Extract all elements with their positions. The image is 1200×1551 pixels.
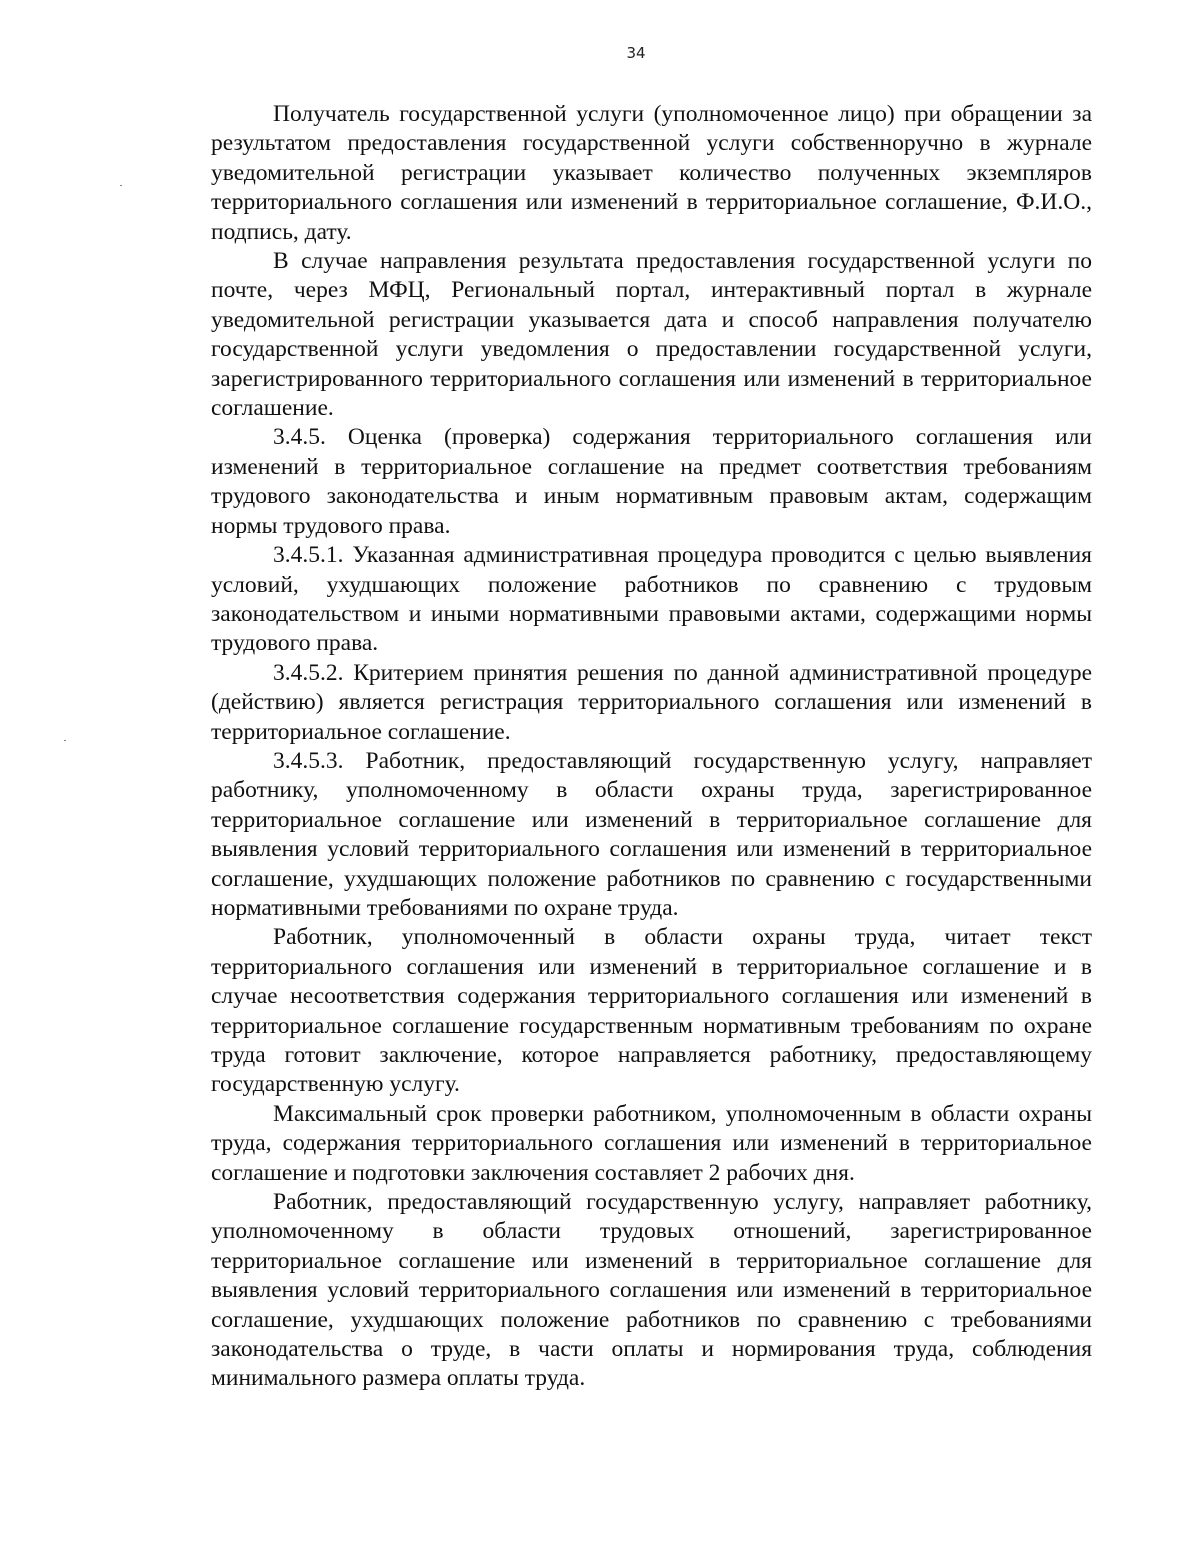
paragraph: 3.4.5. Оценка (проверка) содержания территориального соглашения или изменений в территориальное соглашение на предмет соответствия требованиям трудового законодательства и иным нормативным правовым актам, содержащим нормы трудового права.	[211, 424, 1092, 539]
paragraph: 3.4.5.1. Указанная административная процедура проводится с целью выявления условий, ухудшающих положение работников по сравнению с трудовым законодательством и иными нормативными правовыми актами, содержащими нормы трудового права.	[211, 542, 1092, 657]
paragraph: В случае направления результата предоставления государственной услуги по почте, через МФЦ, Региональный портал, интерактивный портал в журнале уведомительной регистрации указывается дата и способ направления получателю государственной услуги уведомления о предоставлении государственной услуги, зарегистрированного территориального соглашения или изменений в территориальное соглашение.	[211, 248, 1092, 422]
paragraph: Работник, уполномоченный в области охраны труда, читает текст территориального соглашения или изменений в территориальное соглашение и в случае несоответствия содержания территориального соглашения или изменений в территориальное соглашение государственным нормативным требованиям по охране труда готовит заключение, которое направляется работнику, предоставляющему государственную услугу.	[211, 924, 1092, 1098]
paragraph: Работник, предоставляющий государственную услугу, направляет работнику, уполномоченному в области трудовых отношений, зарегистрированное территориальное соглашение или изменений в территориальное соглашение для выявления условий территориального соглашения или изменений в территориальное соглашение, ухудшающих положение работников по сравнению с требованиями законодательства о труде, в части оплаты и нормирования труда, соблюдения минимального размера оплаты труда.	[211, 1189, 1092, 1392]
scan-speck	[120, 185, 122, 186]
paragraph: 3.4.5.3. Работник, предоставляющий государственную услугу, направляет работнику, уполномоченному в области охраны труда, зарегистрированное территориальное соглашение или изменений в территориальное соглашение для выявления условий территориального соглашения или изменений в территориальное соглашение, ухудшающих положение работников по сравнению с государственными нормативными требованиями по охране труда.	[211, 747, 1092, 921]
paragraph: Получатель государственной услуги (уполномоченное лицо) при обращении за результатом предоставления государственной услуги собственноручно в журнале уведомительной регистрации указывает количество полученных экземпляров территориального соглашения или изменений в территориальное соглашение, Ф.И.О., подпись, дату.	[211, 101, 1092, 245]
paragraph: Максимальный срок проверки работником, уполномоченным в области охраны труда, содержания территориального соглашения или изменений в территориальное соглашение и подготовки заключения составляет 2 рабочих дня.	[211, 1100, 1092, 1186]
paragraph: 3.4.5.2. Критерием принятия решения по данной административной процедуре (действию) является регистрация территориального соглашения или изменений в территориальное соглашение.	[211, 659, 1092, 745]
page-number: 34	[626, 44, 646, 62]
scan-speck	[64, 740, 66, 741]
document-body	[211, 100, 1092, 1394]
